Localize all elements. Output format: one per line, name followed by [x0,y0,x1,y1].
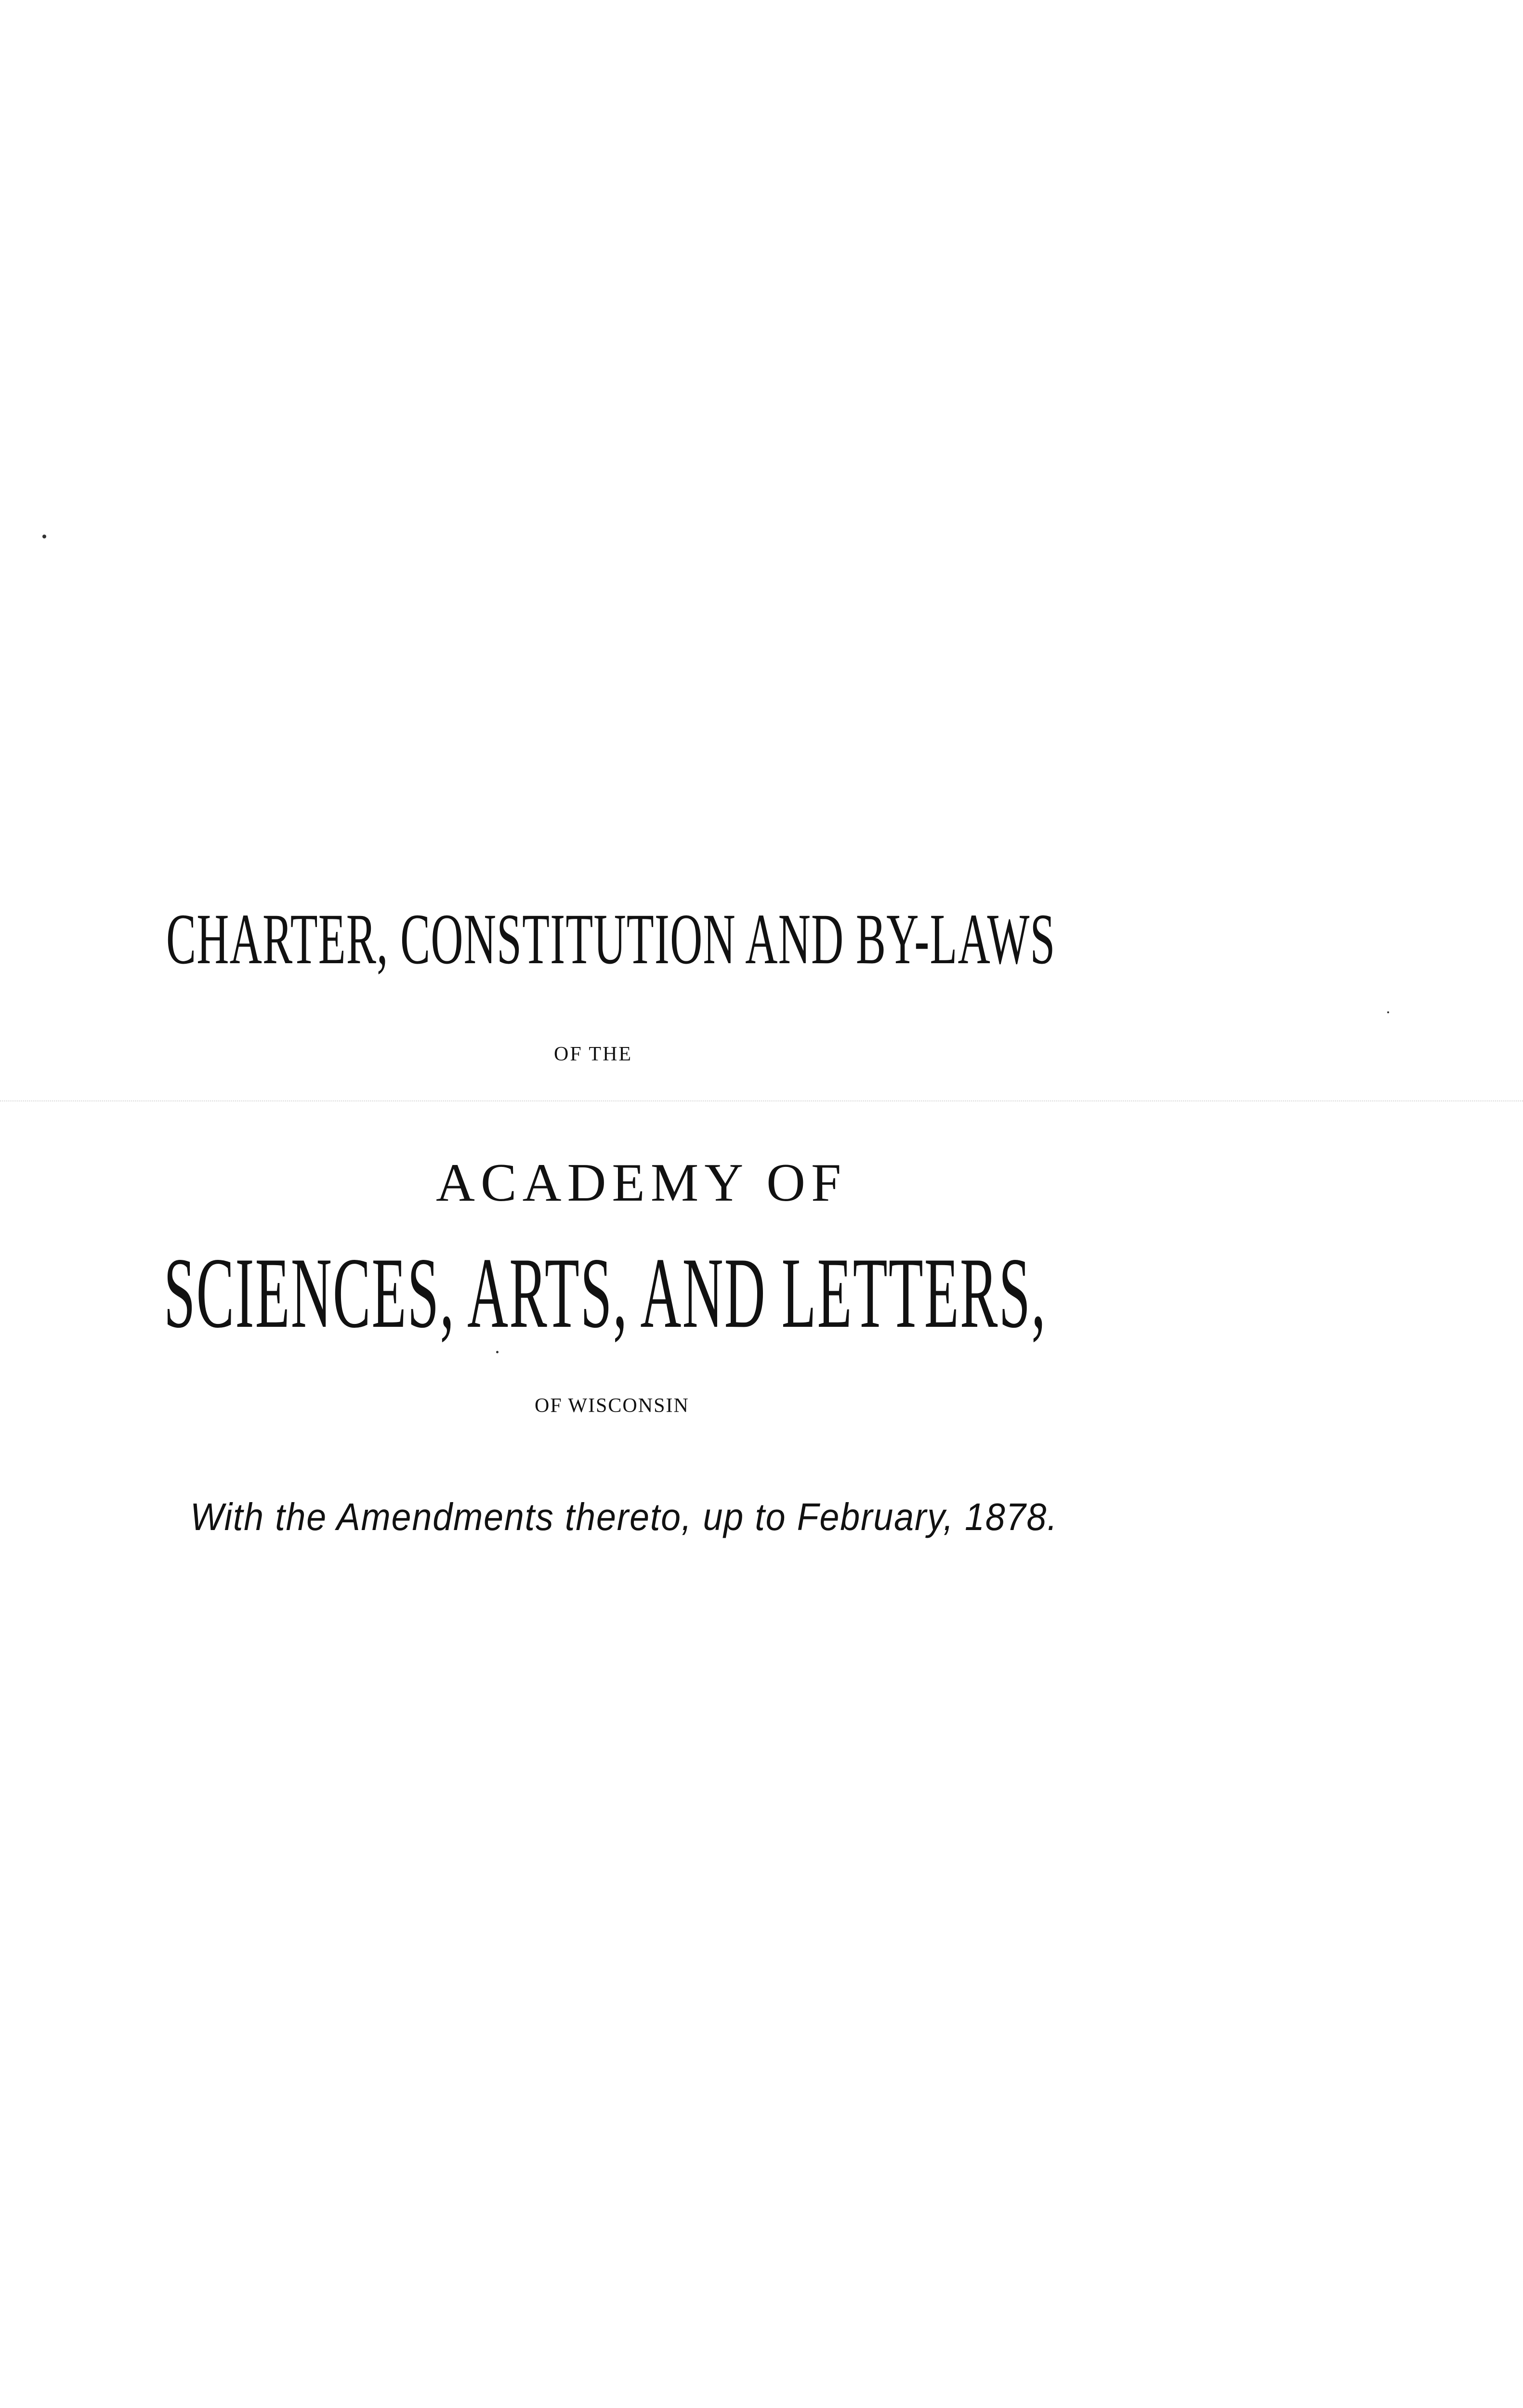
scan-speck [1387,1011,1389,1013]
of-the-text: OF THE [554,1043,633,1065]
of-wisconsin-text: OF WISCONSIN [535,1395,689,1417]
amendments-subtitle: With the Amendments thereto, up to February, 1878. [190,1495,1058,1538]
scan-speck [496,1351,499,1353]
scan-speck [42,535,46,538]
academy-heading: ACADEMY OF [436,1153,847,1213]
page-fold-line [0,1100,1523,1101]
sciences-arts-letters-heading: SCIENCES, ARTS, AND LETTERS, [164,1237,1047,1349]
document-title: CHARTER, CONSTITUTION AND BY-LAWS [166,899,1056,979]
